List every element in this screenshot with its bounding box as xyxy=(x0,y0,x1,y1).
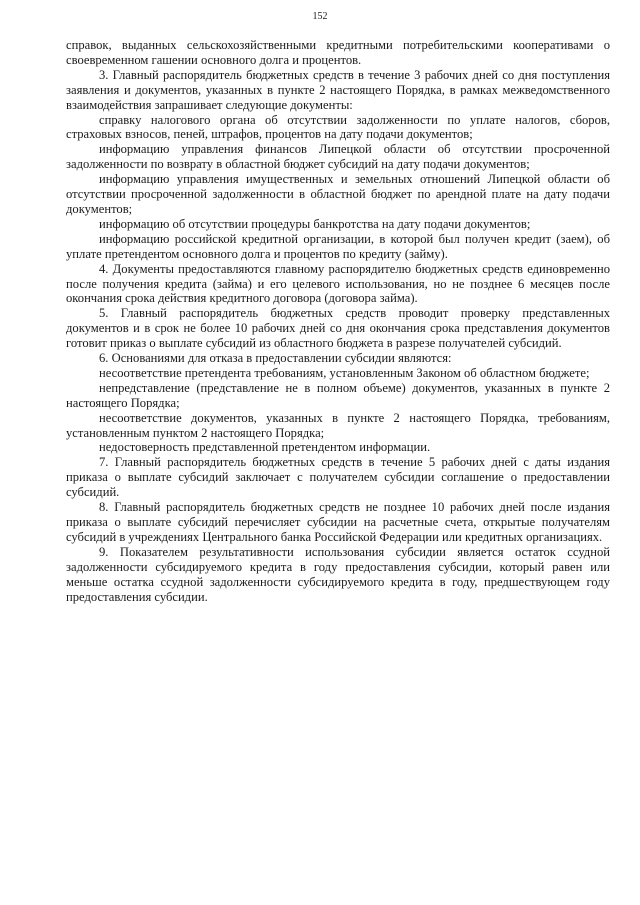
paragraph: 7. Главный распорядитель бюджетных средств в течение 5 рабочих дней с даты издания приказа о выплате субсидий заключает с получателем субсидии соглашение о предоставлении субсидий. xyxy=(66,455,610,500)
paragraph: 8. Главный распорядитель бюджетных средств не позднее 10 рабочих дней после издания приказа о выплате субсидий перечисляет субсидии на расчетные счета, открытые получателям субсидий в учреждениях Центрального банка Российской Федерации или кредитных организациях. xyxy=(66,500,610,544)
paragraph: недостоверность представленной претендентом информации. xyxy=(99,440,431,455)
paragraph: информацию управления финансов Липецкой области об отсутствии просроченной задолженности по возврату в областной бюджет субсидий на дату подачи документов; xyxy=(66,142,610,172)
paragraph: справок, выданных сельскохозяйственными кредитными потребительскими кооперативами о своевременном гашении основного долга и процентов. xyxy=(66,38,610,67)
document-body xyxy=(66,38,610,604)
paragraph: 5. Главный распорядитель бюджетных средств проводит проверку представленных документов и в срок не более 10 рабочих дней со дня окончания срока представления документов готовит приказ о выплате субсидий из областного бюджета в разрезе получателей субсидий. xyxy=(66,306,610,351)
paragraph: 3. Главный распорядитель бюджетных средств в течение 3 рабочих дней со дня поступления заявления и документов, указанных в пункте 2 настоящего Порядка, в рамках межведомственного взаимодействия запрашивает следующие документы: xyxy=(66,67,610,112)
paragraph: 6. Основаниями для отказа в предоставлении субсидии являются: xyxy=(99,351,452,366)
paragraph: непредставление (представление не в полном объеме) документов, указанных в пункте 2 настоящего Порядка; xyxy=(66,380,610,410)
paragraph: справку налогового органа об отсутствии задолженности по уплате налогов, сборов, страховых взносов, пеней, штрафов, процентов на дату подачи документов; xyxy=(66,112,610,142)
paragraph: несоответствие претендента требованиям, установленным Законом об областном бюджете; xyxy=(99,365,590,380)
paragraph: 4. Документы предоставляются главному распорядителю бюджетных средств единовременно после получения кредита (займа) и его целевого использования, но не позднее 6 месяцев после окончания срока действия кредитного договора (договора займа). xyxy=(66,261,610,306)
paragraph: информацию российской кредитной организации, в которой был получен кредит (заем), об уплате претендентом основного долга и процентов по кредиту (займу). xyxy=(66,231,610,261)
paragraph: информацию управления имущественных и земельных отношений Липецкой области об отсутствии просроченной задолженности в областной бюджет по арендной плате на дату подачи документов; xyxy=(66,172,610,216)
paragraph: 9. Показателем результативности использования субсидии является остаток ссудной задолженности субсидируемого кредита в году предоставления субсидии, который равен или меньше остатка ссудной задолженности субсидируемого кредита в году, предшествующем году предоставления субсидии. xyxy=(66,544,610,604)
paragraph: информацию об отсутствии процедуры банкротства на дату подачи документов; xyxy=(99,216,531,231)
page-number: 152 xyxy=(312,11,328,22)
paragraph: несоответствие документов, указанных в пункте 2 настоящего Порядка, требованиям, установленным пунктом 2 настоящего Порядка; xyxy=(66,410,610,440)
